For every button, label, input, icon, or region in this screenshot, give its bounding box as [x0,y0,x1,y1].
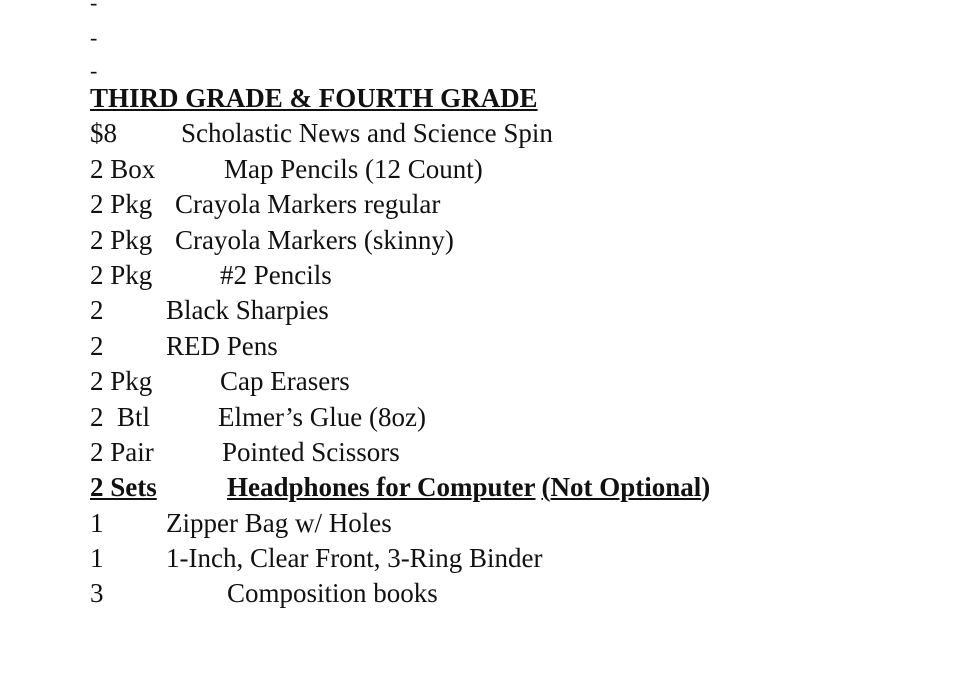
dash-marker: - [90,58,98,83]
item-quantity: 1 [90,507,104,538]
item-name: Zipper Bag w/ Holes [166,507,392,538]
item-name: Pointed Scissors [222,436,400,467]
item-quantity: 2 Btl [90,401,151,432]
list-item [90,223,950,258]
item-name: Headphones for Computer [227,472,536,503]
list-item [90,541,950,576]
item-name: Composition books [227,578,438,609]
item-quantity: 2 Pkg [90,189,153,220]
note-paren-close: ) [701,472,711,503]
item-name: Scholastic News and Science Spin [181,118,553,149]
item-quantity: 2 [90,330,104,361]
item-name: Map Pencils (12 Count) [224,153,483,184]
item-quantity: 2 Pkg [90,366,153,397]
list-item [90,576,950,611]
item-quantity: $8 [90,118,117,149]
item-name: Crayola Markers (skinny) [175,224,454,255]
note-paren-open: ( [541,472,551,503]
list-item [90,293,950,328]
dash-marker: - [90,0,98,15]
list-item [90,435,950,470]
item-name: Cap Erasers [220,366,350,397]
list-item [90,187,950,222]
list-item [90,258,950,293]
list-item-highlighted [90,470,950,505]
item-name: Crayola Markers regular [175,189,441,220]
list-item [90,506,950,541]
item-name: 1-Inch, Clear Front, 3-Ring Binder [166,543,543,574]
dash-marker: - [90,25,98,50]
list-item [90,116,950,151]
item-name-group [227,470,710,505]
item-quantity: 2 Box [90,153,156,184]
list-item [90,400,950,435]
list-heading: THIRD GRADE & FOURTH GRADE [90,83,538,113]
item-name: RED Pens [166,330,278,361]
item-quantity: 1 [90,543,104,574]
item-quantity: 2 Sets [90,472,157,503]
item-note: Not Optional [550,472,702,503]
item-quantity: 3 [90,578,104,609]
item-name: Elmer’s Glue (8oz) [218,401,426,432]
item-quantity: 2 [90,295,104,326]
item-quantity: 2 Pkg [90,259,153,290]
item-name: #2 Pencils [220,259,332,290]
list-item [90,364,950,399]
supply-list [90,81,950,612]
list-item [90,152,950,187]
list-item [90,329,950,364]
item-name: Black Sharpies [166,295,329,326]
item-quantity: 2 Pair [90,436,154,467]
item-quantity: 2 Pkg [90,224,153,255]
